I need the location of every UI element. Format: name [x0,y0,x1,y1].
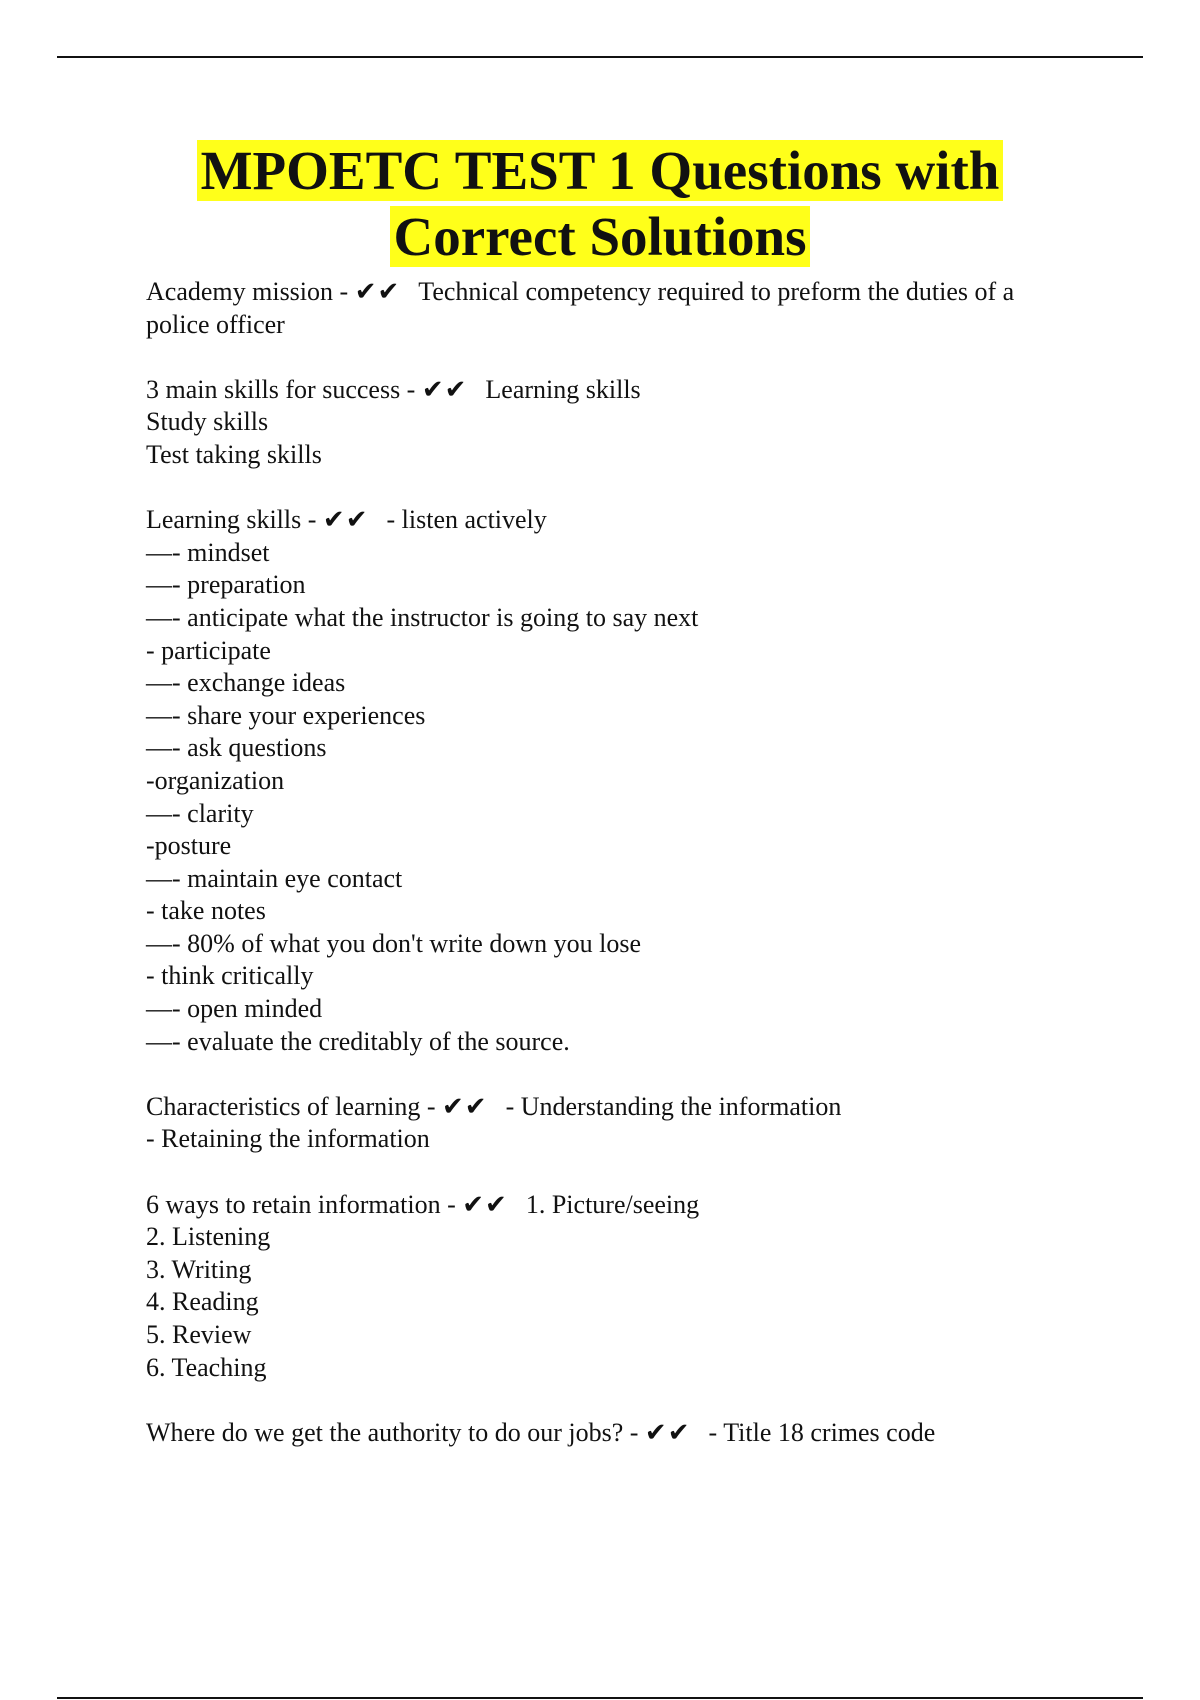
answer-line: 6. Teaching [146,1352,267,1382]
answer-text: - Title 18 crimes code [708,1417,936,1447]
question-text: Characteristics of learning - [146,1091,442,1121]
qa-first-line [146,504,1076,537]
document-title [0,138,1200,270]
qa-first-line [146,374,1076,407]
qa-first-line [146,1417,1076,1450]
question-text: 6 ways to retain information - [146,1189,463,1219]
answer-line: - participate [146,635,271,665]
qa-item [146,276,1076,341]
checkmark-icon: ✔✔ [644,1417,691,1447]
qa-first-line [146,276,1076,341]
qa-item [146,504,1076,1058]
answer-line: - take notes [146,896,266,926]
answer-line: —- open minded [146,994,323,1024]
answer-line: —- 80% of what you don't write down you lose [146,928,642,958]
answer-line: -organization [146,765,285,795]
question-text: Where do we get the authority to do our jobs? - [146,1417,645,1447]
qa-item [146,374,1076,472]
qa-list [146,276,1076,1482]
answer-line: —- ask questions [146,733,327,763]
answer-line: —- clarity [146,798,254,828]
answer-line: -posture [146,831,232,861]
qa-item [146,1091,1076,1156]
qa-first-line [146,1189,1076,1222]
answer-line: 2. Listening [146,1222,271,1252]
question-text: 3 main skills for success - [146,374,422,404]
qa-item [146,1417,1076,1450]
checkmark-icon: ✔✔ [442,1091,488,1121]
answer-text: Technical competency required to preform the duties of a police officer [146,277,1021,339]
title-line-2: Correct Solutions [390,206,811,267]
answer-text: - Understanding the information [505,1091,842,1121]
qa-item [146,1189,1076,1385]
answer-line: 4. Reading [146,1287,259,1317]
answer-line: —- share your experiences [146,700,426,730]
answer-text: - listen actively [386,505,547,535]
answer-line: Test taking skills [146,439,322,469]
bottom-rule [57,1697,1143,1699]
answer-text: 1. Picture/seeing [525,1189,700,1219]
checkmark-icon: ✔✔ [322,505,369,535]
checkmark-icon: ✔✔ [354,277,401,306]
title-line-1: MPOETC TEST 1 Questions with [197,140,1004,201]
answer-line: 3. Writing [146,1254,252,1284]
qa-first-line [146,1091,1076,1124]
answer-line: —- exchange ideas [146,668,346,698]
answer-text: Learning skills [485,374,641,404]
question-text: Learning skills - [146,505,323,535]
answer-line: —- preparation [146,570,306,600]
top-rule [57,56,1143,58]
checkmark-icon: ✔✔ [462,1189,508,1219]
answer-line: Study skills [146,407,269,437]
answer-line: —- anticipate what the instructor is going to say next [146,602,699,632]
answer-line: —- mindset [146,537,270,567]
checkmark-icon: ✔✔ [421,374,468,404]
answer-line: - Retaining the information [146,1124,430,1154]
question-text: Academy mission - [146,277,355,306]
answer-line: 5. Review [146,1320,252,1349]
answer-line: —- evaluate the creditably of the source. [146,1026,570,1056]
answer-line: —- maintain eye contact [146,863,403,893]
answer-line: - think critically [146,961,314,991]
